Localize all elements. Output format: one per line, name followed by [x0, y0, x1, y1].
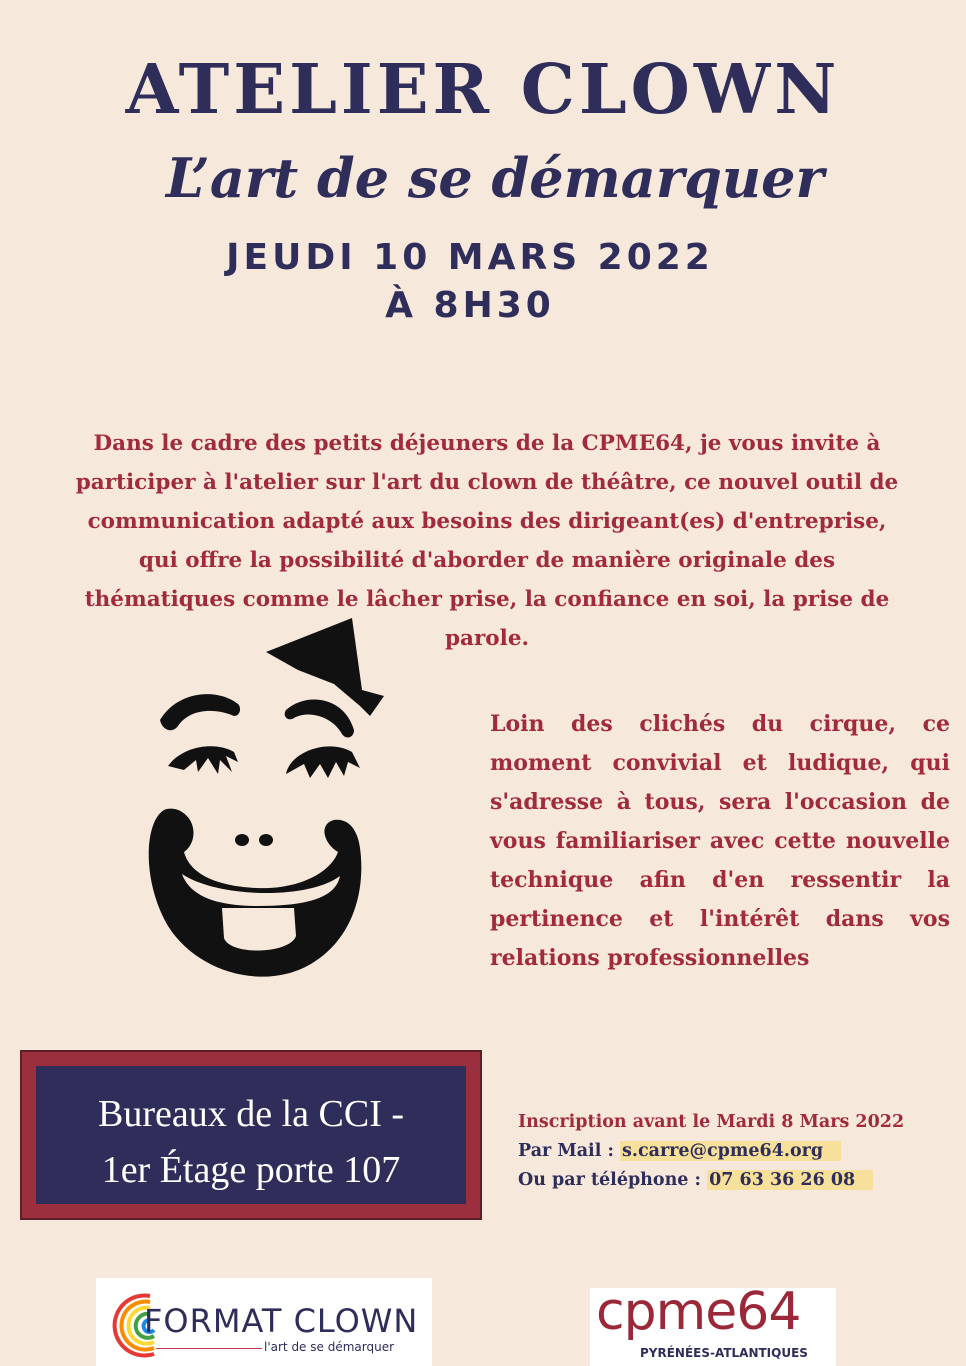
email-link[interactable]: s.carre@cpme64.org [620, 1141, 841, 1161]
event-date [200, 234, 740, 330]
cpme-name: cpme64 [596, 1282, 801, 1342]
event-date-day: JEUDI 10 MARS 2022 [226, 237, 714, 278]
format-clown-name: FORMAT CLOWN [144, 1302, 419, 1340]
mail-label: Par Mail : [518, 1141, 620, 1161]
clown-face-illustration [138, 612, 392, 992]
event-date-time: À 8H30 [385, 285, 555, 326]
intro-line: parole. [445, 626, 529, 651]
page-title: ATELIER CLOWN [125, 50, 841, 130]
intro-line: qui offre la possibilité d'aborder de manière originale des [138, 548, 836, 573]
description-paragraph: Loin des clichés du cirque, ce moment convivial et ludique, qui s'adresse à tous, sera l'occasion de vous familiariser avec cette nouvelle technique afin d'en ressentir la pertinence et l'intérêt dans vos relations professionnelles [490, 711, 950, 971]
cpme-logo [590, 1282, 836, 1366]
format-clown-tagline: l'art de se démarquer [264, 1340, 395, 1354]
phone-number[interactable]: 07 63 36 26 08 [707, 1170, 873, 1190]
intro-line: participer à l'atelier sur l'art du clown de théâtre, ce nouvel outil de [75, 470, 899, 495]
phone-label: Ou par téléphone : [518, 1170, 708, 1190]
registration-phone-row [518, 1166, 958, 1195]
intro-line: communication adapté aux besoins des dirigeant(es) d'entreprise, [87, 509, 887, 534]
registration-deadline: Inscription avant le Mardi 8 Mars 2022 [518, 1112, 905, 1132]
registration-info [518, 1108, 958, 1195]
cpme-region: PYRÉNÉES-ATLANTIQUES [640, 1346, 808, 1360]
intro-line: thématiques comme le lâcher prise, la confiance en soi, la prise de [84, 587, 890, 612]
format-clown-logo [96, 1278, 432, 1366]
page-subtitle: L’art de se démarquer [166, 146, 824, 210]
location-panel [36, 1066, 466, 1204]
logo-divider [156, 1348, 262, 1349]
location-box [20, 1050, 482, 1220]
location-line: Bureaux de la CCI - [97, 1093, 405, 1135]
location-line: 1er Étage porte 107 [101, 1149, 401, 1191]
registration-mail-row [518, 1137, 958, 1166]
intro-line: Dans le cadre des petits déjeuners de la CPME64, je vous invite à [93, 431, 881, 456]
